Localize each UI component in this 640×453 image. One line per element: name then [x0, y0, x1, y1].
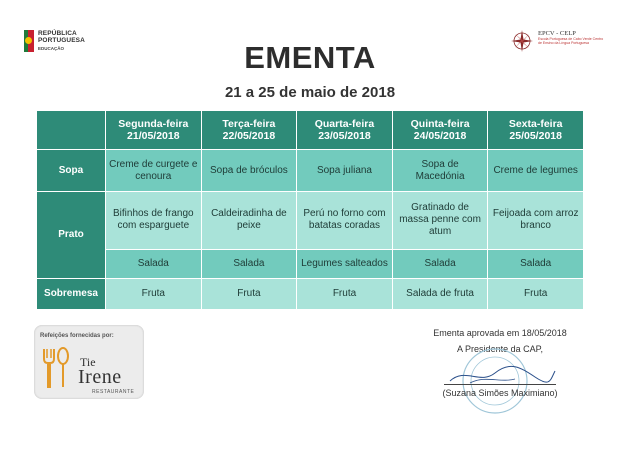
supplier-brand-top: Tie [80, 355, 96, 369]
supplier-caption: Refeições fornecidas por: [40, 333, 114, 339]
approval-signer: (Suzana Simões Maximiano) [442, 388, 558, 398]
day-header: Quarta-feira 23/05/2018 [297, 111, 392, 149]
approval-line-1: Ementa aprovada em 18/05/2018 [433, 328, 567, 338]
table-cell: Sopa juliana [297, 150, 392, 190]
table-cell: Salada [106, 250, 201, 278]
table-row-sobremesa [37, 279, 583, 309]
table-cell: Gratinado de massa penne com atum [393, 192, 488, 249]
row-label-prato: Prato [37, 192, 105, 278]
row-label-sobremesa: Sobremesa [37, 279, 105, 309]
table-corner [37, 111, 105, 149]
table-cell: Salada [488, 250, 583, 278]
table-cell: Salada de fruta [393, 279, 488, 309]
right-logo-sub: Escola Portuguesa de Cabo Verde Centro de Ensino da Língua Portuguesa [538, 37, 604, 45]
page-subtitle: 21 a 25 de maio de 2018 [224, 84, 396, 101]
table-cell: Creme de curgete e cenoura [106, 150, 201, 190]
table-header-row [37, 111, 583, 149]
table-row-prato [37, 192, 583, 249]
day-header: Terça-feira 22/05/2018 [202, 111, 297, 149]
approval-block [400, 328, 600, 398]
table-cell: Fruta [202, 279, 297, 309]
logo-sub: EDUCAÇÃO [38, 46, 65, 51]
table-row-acompanhamento [37, 250, 583, 278]
table-cell: Legumes salteados [297, 250, 392, 278]
day-header: Quinta-feira 24/05/2018 [393, 111, 488, 149]
right-logo-name: EPCV - CELP [538, 30, 576, 37]
table-cell: Fruta [488, 279, 583, 309]
supplier-brand-sub: RESTAURANTE [92, 389, 135, 395]
row-label-sopa: Sopa [37, 150, 105, 190]
table-cell: Caldeiradinha de peixe [202, 192, 297, 249]
table-cell: Fruta [297, 279, 392, 309]
table-cell: Sopa de bróculos [202, 150, 297, 190]
table-cell: Salada [393, 250, 488, 278]
table-row-sopa [37, 150, 583, 190]
table-cell: Bifinhos de frango com esparguete [106, 192, 201, 249]
table-cell: Sopa de Macedónia [393, 150, 488, 190]
menu-table [36, 110, 584, 310]
supplier-brand-main: Irene [78, 366, 122, 388]
logo-line-1: REPÚBLICA [38, 30, 77, 37]
cutlery-icon [40, 345, 72, 390]
table-cell: Feijoada com arroz branco [488, 192, 583, 249]
supplier-logo-box [34, 325, 144, 399]
logo-line-2: PORTUGUESA [38, 37, 85, 44]
approval-line-2: A Presidente da CAP, [457, 344, 543, 354]
day-header: Segunda-feira 21/05/2018 [106, 111, 201, 149]
table-cell: Perú no forno com batatas coradas [297, 192, 392, 249]
signature-line [444, 384, 556, 385]
table-cell: Creme de legumes [488, 150, 583, 190]
table-cell: Salada [202, 250, 297, 278]
day-header: Sexta-feira 25/05/2018 [488, 111, 583, 149]
table-cell: Fruta [106, 279, 201, 309]
page-title: EMENTA [244, 40, 376, 75]
